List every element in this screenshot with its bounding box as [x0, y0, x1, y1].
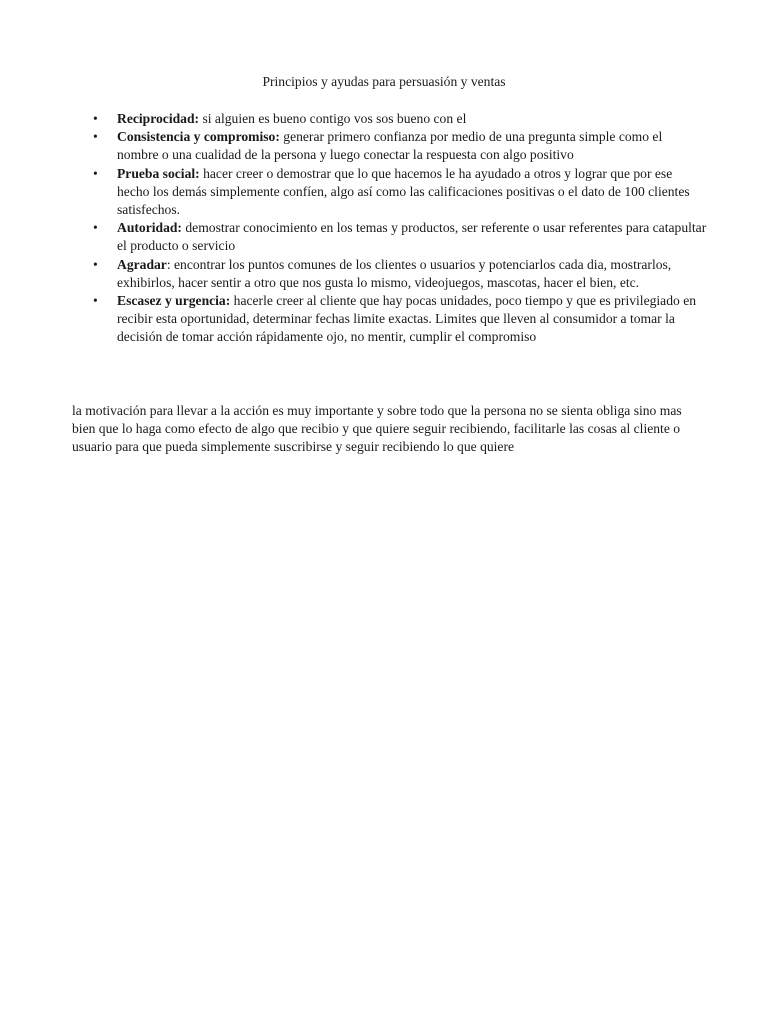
term-label: Autoridad: [117, 220, 182, 236]
term-label: Escasez y urgencia: [117, 293, 231, 309]
term-label: Agradar [117, 256, 167, 272]
principles-list [93, 110, 707, 347]
list-item-prueba-social [93, 165, 707, 220]
bullet-icon: • [93, 256, 98, 272]
term-description: generar primero confianza por medio de una pregunta simple como el nombre o una cualidad de la persona y luego conectar la respuesta con algo positivo [117, 129, 663, 163]
document-title: Principios y ayudas para persuasión y ventas [262, 74, 506, 89]
term-description: si alguien es bueno contigo vos sos bueno con el [199, 111, 467, 126]
bullet-icon: • [93, 165, 98, 181]
bullet-icon: • [93, 293, 98, 309]
list-item-consistencia [93, 128, 707, 164]
bullet-icon: • [93, 129, 98, 145]
term-label: Consistencia y compromiso: [117, 129, 280, 145]
list-item-escasez [93, 292, 707, 347]
term-description: hacerle creer al cliente que hay pocas unidades, poco tiempo y que es privilegiado en recibir esta oportunidad, determinar fechas limite exactas. Limites que lleven al consumidor a tomar la decisión de tomar acción rápidamente ojo, no mentir, cumplir el compromiso [117, 293, 697, 345]
bullet-icon: • [93, 111, 98, 126]
bullet-icon: • [93, 220, 98, 236]
closing-paragraph: la motivación para llevar a la acción es muy importante y sobre todo que la persona no se sienta obliga sino mas bien que lo haga como efecto de algo que recibio y que quiere seguir recibiendo, facilitarle las cosas al cliente o usuario para que pueda simplemente suscribirse y seguir recibiendo lo que quiere [72, 403, 682, 455]
term-description: demostrar conocimiento en los temas y productos, ser referente o usar referentes para catapultar el producto o servicio [117, 220, 707, 254]
list-item-reciprocidad [93, 110, 707, 128]
list-item-agradar [93, 256, 707, 292]
term-description: : encontrar los puntos comunes de los clientes o usuarios y potenciarlos cada dia, mostrarlos, exhibirlos, hacer sentir a otro que nos gusta lo mismo, videojuegos, mascotas, hacer el bien, etc. [117, 256, 672, 290]
term-description: hacer creer o demostrar que lo que hacemos le ha ayudado a otros y lograr que por ese hecho los demás simplemente confíen, algo así como las calificaciones positivas o el dato de 100 clientes satisfechos. [117, 165, 690, 218]
list-item-autoridad [93, 219, 707, 255]
term-label: Prueba social: [117, 165, 200, 181]
term-label: Reciprocidad: [117, 111, 200, 126]
